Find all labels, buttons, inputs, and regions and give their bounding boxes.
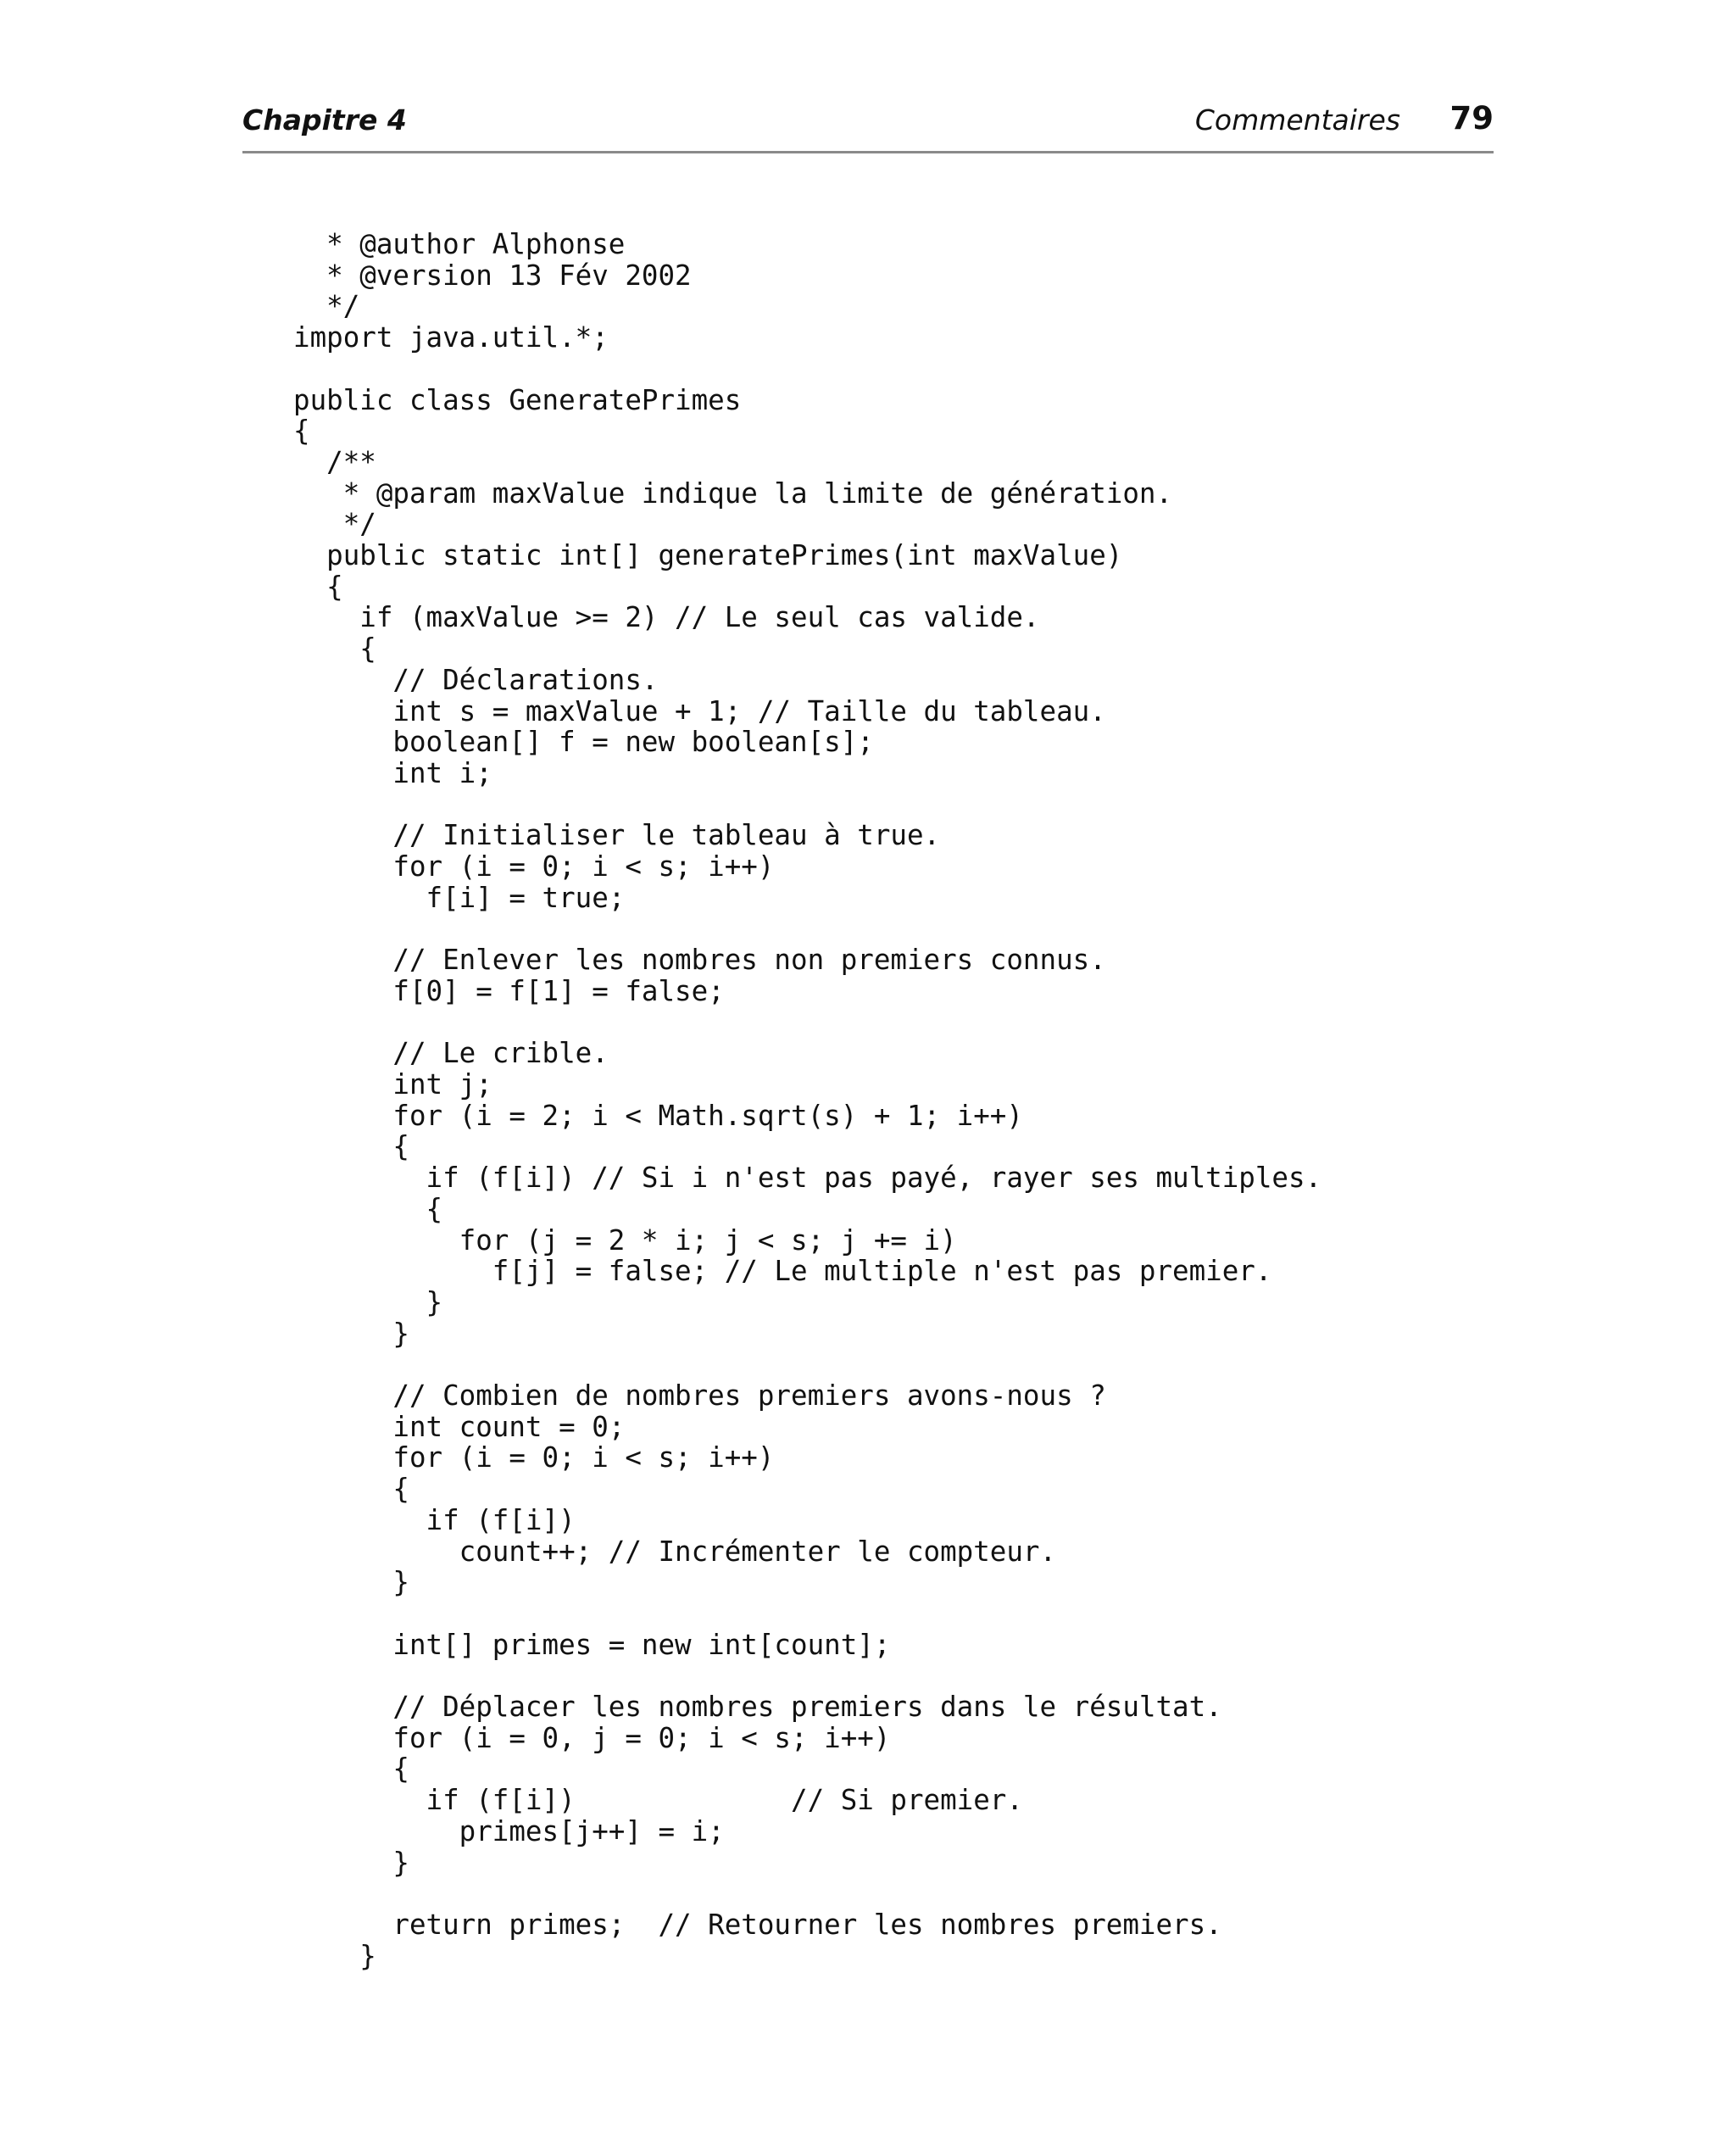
code-line: // Initialiser le tableau à true. [293, 819, 941, 852]
code-line: f[0] = f[1] = false; [293, 974, 725, 1007]
code-listing [293, 229, 1321, 1971]
code-line: int count = 0; [293, 1410, 626, 1443]
code-line: */ [293, 290, 360, 323]
code-line: // Déplacer les nombres premiers dans le résultat. [293, 1691, 1222, 1724]
code-line [293, 913, 1321, 945]
code-line: primes[j++] = i; [293, 1814, 725, 1847]
code-line: if (f[i]) // Si premier. [293, 1784, 1023, 1817]
code-line: for (j = 2 * i; j < s; j += i) [293, 1223, 957, 1257]
code-line: f[j] = false; // Le multiple n'est pas premier. [293, 1255, 1272, 1288]
code-line: for (i = 0, j = 0; i < s; i++) [293, 1721, 891, 1754]
code-line: if (maxValue >= 2) // Le seul cas valide. [293, 601, 1040, 634]
code-line: // Déclarations. [293, 663, 659, 696]
code-line: { [293, 1473, 409, 1506]
code-line: for (i = 2; i < Math.sqrt(s) + 1; i++) [293, 1099, 1023, 1132]
code-line [293, 1598, 1321, 1630]
code-line [293, 354, 1321, 385]
code-line: int s = maxValue + 1; // Taille du tableau. [293, 694, 1106, 727]
code-line: // Le crible. [293, 1037, 609, 1070]
code-line: } [293, 1846, 409, 1879]
code-line: boolean[] f = new boolean[s]; [293, 726, 874, 759]
code-line: } [293, 1285, 443, 1318]
code-line [293, 1660, 1321, 1691]
code-line: for (i = 0; i < s; i++) [293, 1441, 775, 1474]
code-line: * @param maxValue indique la limite de génération. [293, 476, 1173, 510]
code-line: // Enlever les nombres non premiers connus. [293, 944, 1106, 977]
page-header [242, 95, 1494, 146]
code-line: } [293, 1939, 376, 1972]
code-line: */ [293, 508, 376, 541]
code-line [293, 1007, 1321, 1039]
code-line: f[i] = true; [293, 881, 626, 914]
code-line: { [293, 633, 376, 666]
code-line: * @author Alphonse [293, 228, 626, 260]
code-line [293, 789, 1321, 821]
code-line: * @version 13 Fév 2002 [293, 259, 692, 292]
code-line: import java.util.*; [293, 321, 609, 354]
code-line: /** [293, 445, 376, 478]
code-line: public class GeneratePrimes [293, 383, 742, 416]
code-line [293, 1878, 1321, 1909]
code-line: count++; // Incrémenter le compteur. [293, 1535, 1057, 1568]
code-line: if (f[i]) // Si i n'est pas payé, rayer ses multiples. [293, 1162, 1322, 1195]
code-line [293, 1349, 1321, 1380]
code-line: if (f[i]) [293, 1503, 576, 1536]
page-number: 79 [1449, 100, 1494, 137]
code-line: for (i = 0; i < s; i++) [293, 850, 775, 883]
code-line: { [293, 570, 343, 603]
code-line: } [293, 1566, 409, 1599]
header-rule [242, 151, 1494, 153]
code-line: { [293, 1130, 409, 1163]
code-line: public static int[] generatePrimes(int maxValue) [293, 539, 1123, 572]
code-line: return primes; // Retourner les nombres premiers. [293, 1908, 1222, 1941]
code-line: // Combien de nombres premiers avons-nous ? [293, 1379, 1106, 1413]
code-line: int j; [293, 1067, 492, 1101]
code-line: { [293, 415, 310, 448]
code-line: { [293, 1753, 409, 1786]
code-line: int i; [293, 756, 492, 789]
chapter-title: Chapitre 4 [242, 103, 407, 137]
code-line: int[] primes = new int[count]; [293, 1628, 891, 1661]
code-line: } [293, 1317, 409, 1350]
code-line: { [293, 1192, 443, 1225]
section-title: Commentaires [1194, 103, 1400, 137]
